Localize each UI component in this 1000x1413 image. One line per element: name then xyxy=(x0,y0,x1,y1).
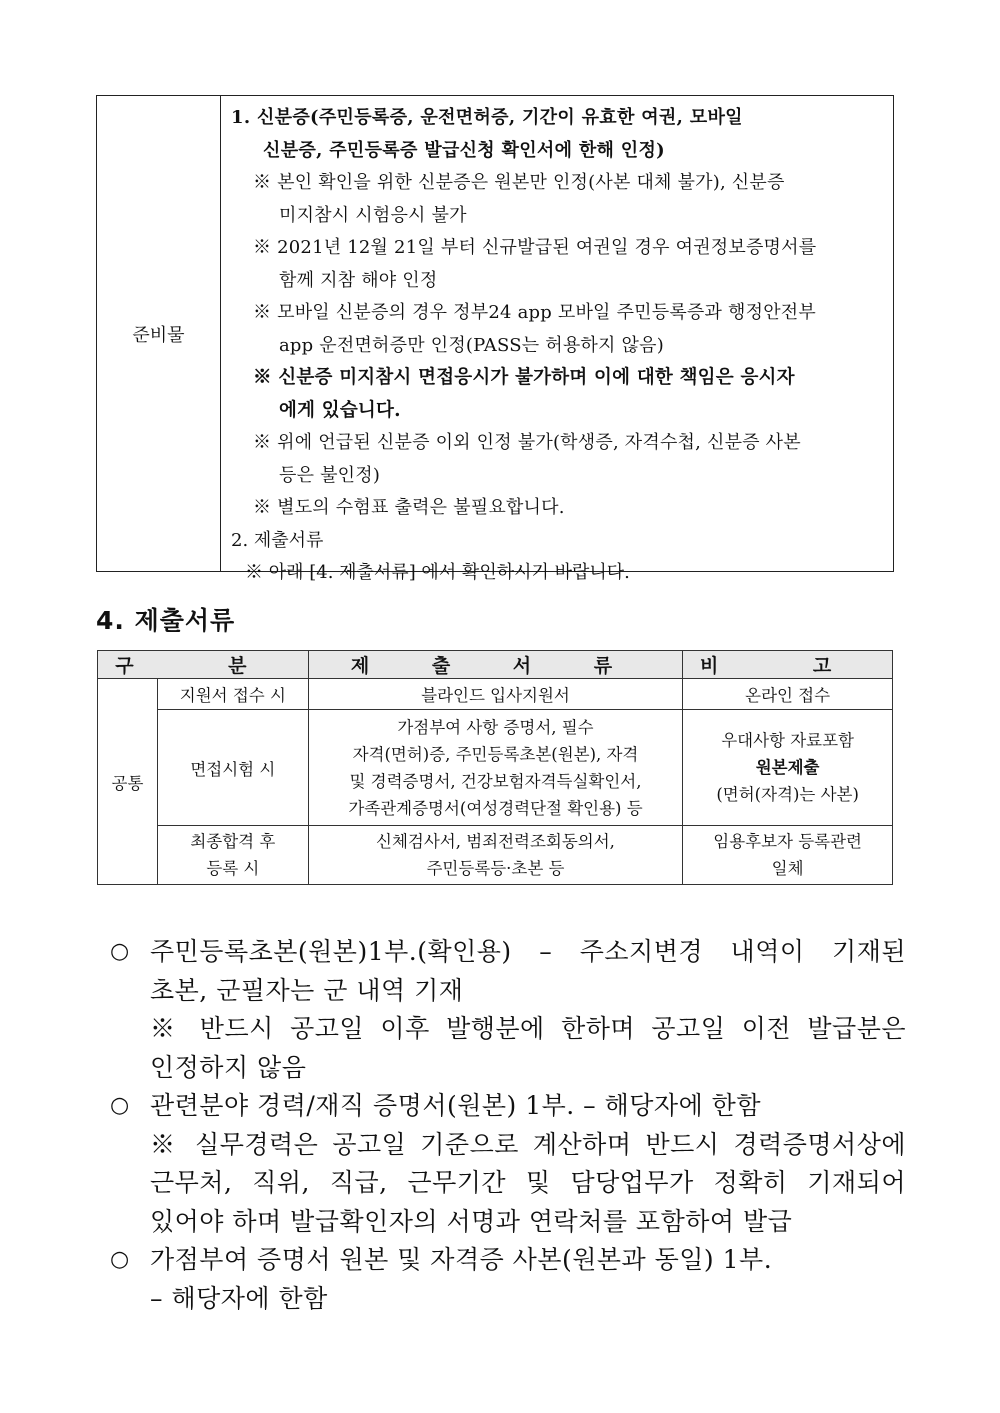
header-category: 구 분 xyxy=(98,651,309,679)
note-admission-ticket: ※ 별도의 수험표 출력은 불필요합니다. xyxy=(253,497,565,518)
preparation-content xyxy=(221,96,893,583)
table-row xyxy=(98,679,893,710)
header-documents: 제 출 서 류 xyxy=(308,651,682,679)
preparation-box xyxy=(96,95,894,583)
header-remarks: 비 고 xyxy=(683,651,893,679)
docs-cell: 블라인드 입사지원서 xyxy=(308,679,682,710)
note-passport: ※ 2021년 12월 21일 부터 신규발급된 여권일 경우 여권정보증명서를 함께 지참 해야 인정 xyxy=(253,237,817,291)
remarks-cell: 우대사항 자료포함 원본제출 (면허(자격)는 사본) xyxy=(683,710,893,826)
docs-cell: 신체검사서, 범죄전력조회동의서, 주민등록등·초본 등 xyxy=(308,826,682,885)
table-row xyxy=(98,710,893,826)
stage-cell: 지원서 접수 시 xyxy=(157,679,308,710)
bullet-marker: ○ xyxy=(110,1093,130,1118)
note-mobile-id: ※ 모바일 신분증의 경우 정부24 app 모바일 주민등록증과 행정안전부 app 운전면허증만 인정(PASS는 허용하지 않음) xyxy=(253,302,816,356)
note-original-id: ※ 본인 확인을 위한 신분증은 원본만 인정(사본 대체 불가), 신분증 미지참시 시험응시 불가 xyxy=(253,172,785,226)
documents-table xyxy=(97,650,893,885)
group-label: 공통 xyxy=(98,679,158,885)
remarks-cell: 온라인 접수 xyxy=(683,679,893,710)
item2: 2. 제출서류 xyxy=(231,529,324,551)
bullet-line: 초본, 군필자는 군 내역 기재 xyxy=(150,975,464,1005)
bullet-sub: – 해당자에 한함 xyxy=(150,1283,328,1313)
bullet-bonus-certificate: ○ 가점부여 증명서 원본 및 자격증 사본(원본과 동일) 1부. xyxy=(110,1241,906,1280)
bullet-sub: ※ 반드시 공고일 이후 발행분에 한하며 공고일 이전 발급분은 xyxy=(150,1014,906,1043)
bullet-career-certificate: ○ 관련분야 경력/재직 증명서(원본) 1부. – 해당자에 한함 xyxy=(110,1087,906,1126)
bullet-sub: 근무처, 직위, 직급, 근무기간 및 담당업무가 정확히 기재되어 xyxy=(150,1168,906,1197)
bullet-sub: ※ 실무경력은 공고일 기준으로 계산하며 반드시 경력증명서상에 xyxy=(150,1129,906,1159)
item2-note: ※ 아래 [4. 제출서류] 에서 확인하시기 바랍니다. xyxy=(245,562,630,583)
item1-line1: 1. 신분증(주민등록증, 운전면허증, 기간이 유효한 여권, 모바일 xyxy=(231,107,743,128)
preparation-label: 준비물 xyxy=(97,96,221,571)
docs-cell: 가점부여 사항 증명서, 필수 자격(면허)증, 주민등록초본(원본), 자격 및 경력증명서, 건강보험자격득실확인서, 가족관계증명서(여성경력단절 확인용) 등 xyxy=(308,710,682,826)
note-other-ids: ※ 위에 언급된 신분증 이외 인정 불가(학생증, 자격수첩, 신분증 사본 등은 불인정) xyxy=(253,432,801,486)
bullet-sub: 인정하지 않음 xyxy=(150,1052,307,1082)
submission-notes xyxy=(110,933,906,1318)
section-heading: 4. 제출서류 xyxy=(96,606,236,635)
remarks-cell: 임용후보자 등록관련 일체 xyxy=(683,826,893,885)
table-header-row xyxy=(98,651,893,679)
bullet-resident-register: ○ 주민등록초본(원본)1부.(확인용) – 주소지변경 내역이 기재된 xyxy=(110,933,906,972)
stage-cell: 최종합격 후 등록 시 xyxy=(157,826,308,885)
table-row xyxy=(98,826,893,885)
note-responsibility: ※ 신분증 미지참시 면접응시가 불가하며 이에 대한 책임은 응시자 에게 있습니다. xyxy=(253,367,795,421)
bullet-sub: 있어야 하며 발급확인자의 서명과 연락처를 포함하여 발급 xyxy=(150,1206,793,1236)
bullet-marker: ○ xyxy=(110,939,130,964)
bullet-marker: ○ xyxy=(110,1247,130,1272)
stage-cell: 면접시험 시 xyxy=(157,710,308,826)
item1-line2: 신분증, 주민등록증 발급신청 확인서에 한해 인정) xyxy=(263,139,665,161)
